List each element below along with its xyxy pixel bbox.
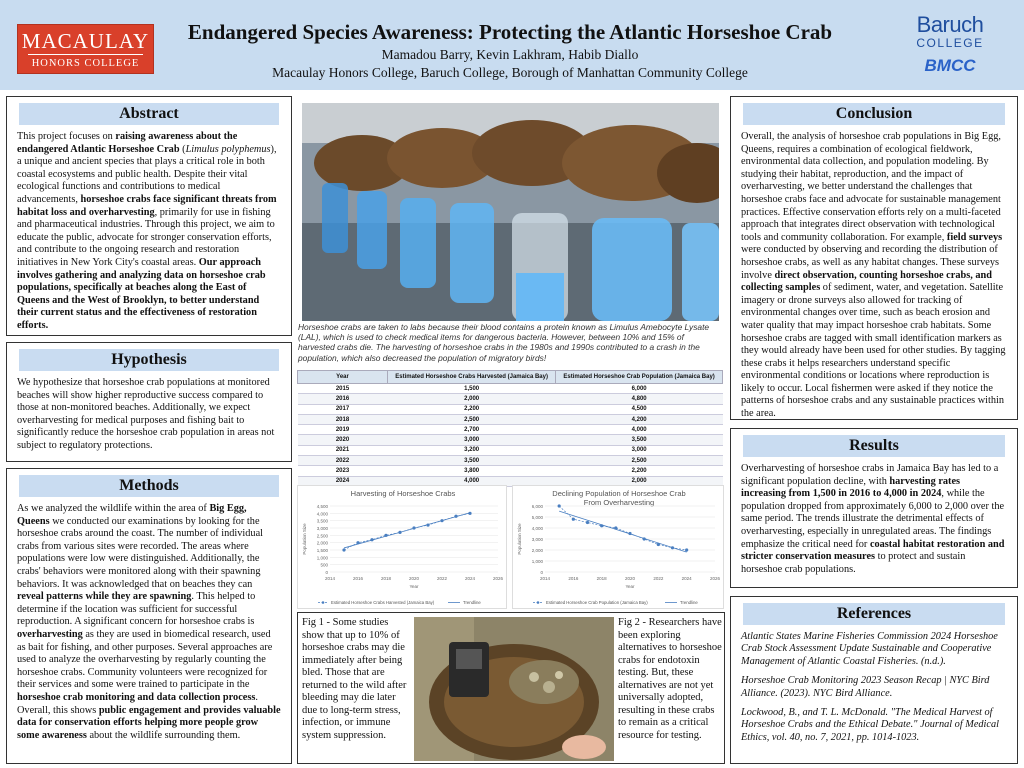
table-cell-population: 3,000 (556, 445, 723, 455)
table-cell-harvested: 3,200 (388, 445, 556, 455)
conclusion-t3: of sediment, water, and vegetation. Satellite imagery or drone surveys also allowed for tracking of environmental changes over time, such as beach erosion and water quality that may impact horseshoe crab habitats. Some horseshoe crabs are tagged with small identification markers as they would already have been used for other studies. By tagging these crabs it helps researchers understand specific environmental conditions or locations where reproduction is likely to occur. Local fishermen were asked if they notice the patterns of horseshoe crabs and any sustainable practices within the area. (741, 282, 1006, 420)
table-cell-harvested: 2,700 (388, 425, 556, 435)
references-panel (730, 596, 1018, 764)
lab-crabs-illustration (302, 103, 719, 321)
abstract-t1e: horseshoe crabs face significant threats from habitat loss and overharvesting (17, 193, 277, 218)
results-t2: , while the population dropped from approximately 6,000 to 2,000 over the same period. The trends illustrate the detrimental effects of overharvesting, especially in unregulated areas. The findings emphasize the critical need for (741, 488, 1005, 550)
table-cell-year: 2017 (298, 404, 388, 414)
harvest-data-table (297, 370, 723, 487)
trendline (559, 511, 687, 552)
baruch-logo-text: Baruch (916, 12, 984, 37)
methods-t4: as they are used in biomedical research, used as bait for fishing, and other purposes. Several approaches are used to analyze the overharvesting by regularly counting the horseshoe crabs. Community volunteers were recognized for their services and some were trained to participate in the (17, 628, 273, 691)
abstract-panel (6, 96, 292, 336)
conclusion-t2: were conducted by observing and recording the distribution of horseshoe crabs, as well as any habitat changes. These surveys involve (741, 244, 1000, 281)
table-cell-year: 2022 (298, 456, 388, 466)
x-tick-label: 2014 (539, 576, 551, 581)
methods-t1b: Big Egg, Queens (17, 503, 247, 527)
table-cell-population: 2,500 (556, 456, 723, 466)
legend-series-label: Estimated Horseshoe Crabs Harvested (Jamaica Bay) (331, 600, 435, 605)
reference-item-1: Atlantic States Marine Fisheries Commission 2024 Horseshoe Crab Stock Assessment Update Sustainable and Cooperative Management of Atlantic Coastal Fisheries. (n.d.). (741, 631, 998, 667)
methods-t5b: public engagement and provides valuable data for conservation efforts helping more people grow some awareness (17, 704, 281, 741)
x-tick-label: 2024 (681, 576, 692, 581)
conclusion-t1: Overall, the analysis of horseshoe crab populations in Big Egg, Queens, requires a combination of ecological fieldwork, environmental data collection, and population modeling. By studying their habitat, reproduction, and the impact of overharvesting, we better understand the challenges that horseshoe crabs face and advocate for sustainable management practices. Effective conservation efforts rely on a multi-faceted approach that integrates direct observation with technological tools and community collaboration. For example, (741, 131, 1001, 243)
poster-authors: Mamadou Barry, Kevin Lakhram, Habib Diallo (381, 47, 639, 62)
data-point (558, 504, 561, 507)
references-heading: References (743, 603, 1005, 625)
abstract-heading: Abstract (19, 103, 279, 125)
harvest-chart-svg (298, 486, 508, 610)
table-cell-population: 4,800 (556, 394, 723, 404)
table-cell-harvested: 3,000 (388, 435, 556, 445)
y-tick-label: 4,000 (531, 526, 543, 531)
conclusion-t1b: field surveys (946, 231, 1003, 243)
lab-crabs-photo (302, 103, 719, 321)
college-logos (905, 14, 995, 76)
bmcc-logo: BMCC (924, 56, 976, 75)
macaulay-logo-main: MACAULAY (21, 29, 150, 53)
y-tick-label: 0 (540, 570, 543, 575)
methods-heading: Methods (19, 475, 279, 497)
table-cell-population: 4,000 (556, 425, 723, 435)
population-chart-svg (513, 486, 725, 610)
table-row (298, 394, 723, 404)
data-point (342, 548, 345, 551)
table-cell-year: 2024 (298, 476, 388, 486)
results-t1: Overharvesting of horseshoe crabs in Jamaica Bay has led to a significant population decline, with (741, 463, 999, 487)
table-header-harvested: Estimated Horseshoe Crabs Harvested (Jamaica Bay) (388, 371, 556, 384)
x-tick-label: 2022 (653, 576, 664, 581)
results-heading: Results (743, 435, 1005, 457)
macaulay-logo (17, 24, 154, 74)
data-point (671, 546, 674, 549)
chart-title: Declining Population of Horseshoe Crab (552, 489, 686, 498)
data-point (398, 531, 401, 534)
fig2-text: Fig 2 - Researchers have been exploring alternatives to horseshoe crabs for endotoxin testing. But, these alternatives are not yet universally adopted, resulting in these crabs to remain as a critical resource for testing. (618, 617, 722, 741)
table-row (298, 384, 723, 394)
y-tick-label: 2,000 (316, 540, 328, 546)
hypothesis-panel (6, 342, 292, 462)
x-tick-label: 2016 (352, 576, 364, 581)
y-axis-label: Population Size (517, 523, 522, 555)
table-cell-harvested: 2,000 (388, 394, 556, 404)
table-row (298, 445, 723, 455)
table-cell-year: 2018 (298, 414, 388, 424)
table-cell-harvested: 2,200 (388, 404, 556, 414)
y-axis-label: Population Size (302, 523, 307, 555)
data-point (412, 526, 415, 529)
table-cell-year: 2023 (298, 466, 388, 476)
population-chart (512, 485, 724, 609)
data-point (685, 548, 688, 551)
table-cell-year: 2015 (298, 384, 388, 394)
legend-series-marker (322, 601, 325, 604)
table-header-year: Year (298, 371, 388, 384)
table-row (298, 466, 723, 476)
data-point (643, 537, 646, 540)
x-tick-label: 2020 (408, 576, 420, 581)
data-point (572, 518, 575, 521)
abstract-species: Limulus polyphemus (185, 143, 271, 155)
y-tick-label: 1,000 (316, 555, 328, 561)
y-tick-label: 4,000 (316, 511, 328, 517)
x-tick-label: 2024 (464, 576, 476, 581)
table-cell-population: 6,000 (556, 384, 723, 394)
x-tick-label: 2022 (436, 576, 448, 581)
x-tick-label: 2014 (324, 576, 336, 581)
data-point (657, 543, 660, 546)
methods-t5: . Overall, this shows (17, 691, 258, 716)
data-point (370, 538, 373, 541)
methods-t6: about the wildlife surrounding them. (86, 729, 241, 741)
x-axis-label: Year (625, 584, 635, 589)
reference-item-2: Horseshoe Crab Monitoring 2023 Season Recap | NYC Bird Alliance. (2023). NYC Bird Alliance. (741, 675, 990, 699)
y-tick-label: 2,500 (316, 533, 328, 539)
methods-text (7, 503, 291, 742)
poster-affiliation: Macaulay Honors College, Baruch College, Borough of Manhattan Community College (272, 65, 748, 80)
results-t1b: harvesting rates increasing from 1,500 in 2016 to 4,000 in 2024 (741, 475, 961, 500)
harvest-chart (297, 485, 507, 609)
photo-caption: Horseshoe crabs are taken to labs because their blood contains a protein known as Limulus Amebocyte Lysate (LAL), which is used to check medical items for dangerous bacteria. However, between 10% and 15% of harvested crabs die. The harvesting of horseshoe crabs in the 1980s and 1990s contributed to a crash in the population, which also decreased the population of migratory birds! (298, 322, 710, 363)
table-row (298, 414, 723, 424)
y-tick-label: 1,000 (531, 559, 543, 564)
data-point (426, 523, 429, 526)
table-header-population: Estimated Horseshoe Crab Population (Jamaica Bay) (556, 371, 723, 384)
y-tick-label: 3,500 (316, 518, 328, 524)
table-cell-year: 2016 (298, 394, 388, 404)
y-tick-label: 500 (320, 562, 328, 568)
table-cell-harvested: 1,500 (388, 384, 556, 394)
x-tick-label: 2018 (380, 576, 392, 581)
table-cell-year: 2021 (298, 445, 388, 455)
table-cell-harvested: 4,000 (388, 476, 556, 486)
x-tick-label: 2020 (624, 576, 636, 581)
conclusion-t2b: direct observation, counting horseshoe crabs, and collecting samples (741, 269, 992, 294)
y-tick-label: 6,000 (531, 504, 543, 509)
table-cell-population: 4,200 (556, 414, 723, 424)
crab-bleeding-illustration (414, 617, 614, 761)
y-tick-label: 1,500 (316, 548, 328, 553)
table-cell-population: 3,500 (556, 435, 723, 445)
baruch-logo-college: COLLEGE (916, 36, 984, 50)
table-cell-population: 2,200 (556, 466, 723, 476)
conclusion-panel (730, 96, 1018, 420)
crab-bleeding-photo (414, 617, 614, 761)
data-point (628, 532, 631, 535)
data-point (600, 524, 603, 527)
x-tick-label: 2026 (709, 576, 721, 581)
methods-t3b: overharvesting (17, 628, 83, 640)
results-panel (730, 428, 1018, 588)
table-row (298, 435, 723, 445)
data-point (614, 526, 617, 529)
methods-t2b: reveal patterns while they are spawning (17, 591, 192, 603)
data-point (586, 521, 589, 524)
methods-t2: we conducted our examinations by looking for the horseshoe crabs around the coast. The number of individual crabs from various sites were recorded. The areas where populations were low were distinguished. Additionally, the crabs' behaviors were monitored along with their spawning behaviors. It was acknowledged that on beaches they can (17, 515, 264, 590)
y-tick-label: 5,000 (531, 515, 543, 520)
x-tick-label: 2016 (568, 576, 579, 581)
y-tick-label: 3,000 (316, 526, 328, 531)
y-tick-label: 4,500 (316, 504, 328, 509)
chart-title: Harvesting of Horseshoe Crabs (350, 489, 456, 498)
poster-title: Endangered Species Awareness: Protecting the Atlantic Horseshoe Crab (187, 20, 833, 44)
data-point (356, 541, 359, 544)
methods-t1: As we analyzed the wildlife within the area of (17, 503, 210, 514)
legend-trend-label: Trendline (680, 600, 698, 605)
poster-header (0, 0, 1024, 90)
table-body (298, 384, 723, 487)
y-tick-label: 0 (325, 570, 328, 575)
y-tick-label: 3,000 (531, 537, 543, 542)
results-text (731, 463, 1017, 576)
methods-t4b: horseshoe crab monitoring and data collection process (17, 691, 256, 703)
y-tick-label: 2,000 (531, 548, 543, 553)
series-line (344, 513, 470, 550)
abstract-t1g: Our approach involves gathering and analyzing data on horseshoe crab populations, specifically at beaches along the East of Queens and the West of Brooklyn, to better understand their current status and the effectiveness of restoration efforts. (17, 256, 266, 331)
abstract-text (7, 131, 291, 333)
table-row (298, 404, 723, 414)
conclusion-text (731, 131, 1017, 420)
table-cell-year: 2019 (298, 425, 388, 435)
macaulay-logo-sub: HONORS COLLEGE (28, 54, 143, 69)
hypothesis-heading: Hypothesis (19, 349, 279, 371)
abstract-t1b: raising awareness about the endangered Atlantic Horseshoe Crab (17, 131, 238, 155)
legend-trend-label: Trendline (463, 600, 481, 605)
data-point (384, 534, 387, 537)
table-cell-harvested: 3,500 (388, 456, 556, 466)
abstract-t1f: , primarily for use in fishing and pharmaceutical industries. Through this project, we aim to educate the public, advocate for stronger conservation efforts, and contribute to the ongoing research and restoration initiatives in New York City's coastal areas. (17, 206, 275, 268)
chart-title: From Overharvesting (583, 498, 655, 507)
data-point (454, 515, 457, 518)
x-axis-label: Year (409, 584, 419, 589)
x-tick-label: 2026 (492, 576, 504, 581)
legend-series-label: Estimated Horseshoe Crab Population (Jamaica Bay) (546, 600, 648, 605)
abstract-t1c: ( (179, 143, 186, 155)
table-cell-harvested: 2,500 (388, 414, 556, 424)
methods-panel (6, 468, 292, 764)
abstract-t1: This project focuses on (17, 131, 116, 142)
table-cell-population: 2,000 (556, 476, 723, 486)
legend-series-marker (537, 601, 540, 604)
results-t3: to protect and sustain horseshoe crab populations. (741, 551, 966, 575)
fig1-text: Fig 1 - Some studies show that up to 10% of horseshoe crabs may die immediately after being bled. Those that are returned to the wild after bleeding may die later due to long-term stress, infection, or immune system suppression. (302, 617, 407, 741)
hypothesis-text: We hypothesize that horseshoe crab populations at monitored beaches will show higher reproductive success compared to those at non-monitored beaches. Additionally, we expect overharvesting for medical purposes and fishing bait to significantly reduce the horseshoe crab population in areas not subject to regulatory protections. (17, 377, 275, 451)
results-t2b: coastal habitat restoration and stricter conservation measures (741, 538, 1005, 563)
table-cell-year: 2020 (298, 435, 388, 445)
data-point (468, 512, 471, 515)
figures-panel (297, 612, 725, 764)
conclusion-heading: Conclusion (743, 103, 1005, 125)
table-row (298, 456, 723, 466)
methods-t3: . This helped to determine if the location was sufficient for successful reproduction. A significant concern for horseshoe crabs is (17, 591, 256, 628)
reference-item-3: Lockwood, B., and T. L. McDonald. "The Medical Harvest of Horseshoe Crabs and the Ethical Debate." Journal of Medical Ethics, vol. 40, no. 7, 2021, pp. 1014-1023. (741, 707, 999, 743)
abstract-t1d: ), a unique and ancient species that plays a critical role in both coastal ecosystems and public health. Despite their vital ecological functions and contributions to medical advancements, (17, 143, 277, 205)
x-tick-label: 2018 (596, 576, 607, 581)
table-cell-harvested: 3,800 (388, 466, 556, 476)
data-point (440, 519, 443, 522)
table-cell-population: 4,500 (556, 404, 723, 414)
table-row (298, 425, 723, 435)
